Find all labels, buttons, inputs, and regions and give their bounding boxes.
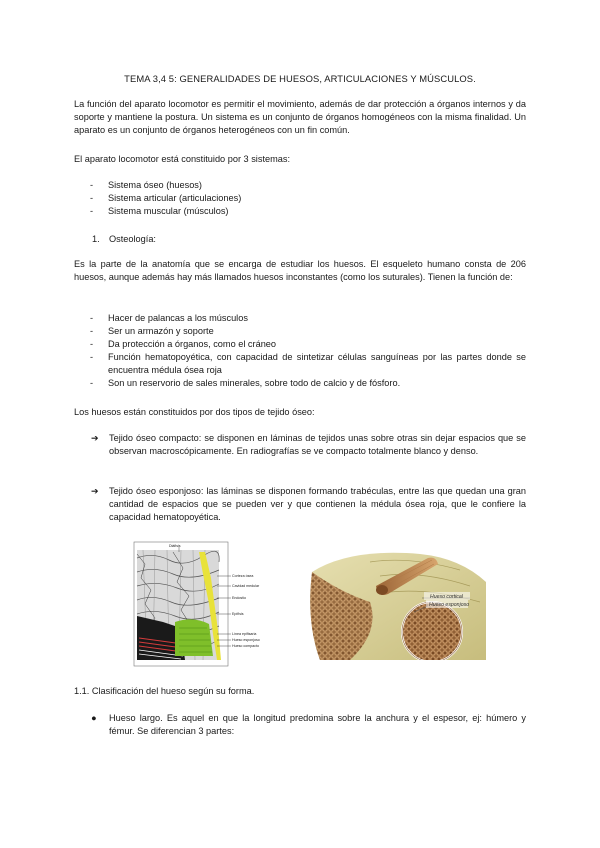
figure-label: Cavidad medular [232,584,260,588]
figure-label: Hueso esponjoso [429,602,470,608]
systems-list [90,179,526,218]
bone-type-item: ● Hueso largo. Es aquel en que la longitud predomina sobre la anchura y el espesor, ej: húmero y fémur. Se diferencian 3 partes: [91,713,526,736]
figure-top-label: Diáfisis [169,544,181,548]
figure-label: Hueso compacto [232,644,259,648]
figure-label: Corteza ósea [232,574,254,578]
figure-label: Hueso cortical [430,594,463,600]
list-item: - Sistema óseo (huesos) [90,180,202,190]
list-item: - Función hematopoyética, con capacidad de sintetizar células sanguíneas por las partes donde se encuentra médula ósea roja [90,352,526,375]
intro-paragraph: La función del aparato locomotor es permitir el movimiento, además de dar protección a órganos internos y da soporte y mantiene la postura. Un sistema es un conjunto de órganos homogéneos con la misma finalidad. Un aparato es un conjunto de órganos heterogéneos con un fin común. [74,99,526,135]
tissue-compact-item: ➔ Tejido óseo compacto: se disponen en láminas de tejidos unas sobre otras sin dejar espacios que se observan macroscópicamente. En radiografías se ve compacto totalmente blanco y denso. [91,433,526,456]
bone-section-diagram [133,538,267,668]
list-item: - Sistema articular (articulaciones) [90,193,242,203]
tissue-spongy-item: ➔ Tejido óseo esponjoso: las láminas se disponen formando trabéculas, entre las que quedan una gran cantidad de espacios que se pueden ver y que contienen la médula ósea roja, que le confiere la capacidad hematopoyética. [91,486,526,522]
list-item: - Son un reservorio de sales minerales, sobre todo de calcio y de fósforo. [90,378,401,388]
bone-3d-illustration [310,542,488,660]
systems-intro: El aparato locomotor está constituido por 3 sistemas: [74,154,291,164]
list-item: - Ser un armazón y soporte [90,326,214,336]
figure-label: Hueso esponjoso [232,638,260,642]
arrow-icon: ➔ [91,486,99,496]
bullet-icon: ● [91,713,97,723]
list-item: - Hacer de palancas a los músculos [90,313,248,323]
figure-label: Epífisis [232,612,244,616]
list-item: - Da protección a órganos, como el cráneo [90,339,277,349]
subsection-heading: 1.1. Clasificación del hueso según su forma. [74,686,255,696]
arrow-icon: ➔ [91,433,99,443]
tissue-intro: Los huesos están constituidos por dos tipos de tejido óseo: [74,407,315,417]
document-title: TEMA 3,4 5: GENERALIDADES DE HUESOS, ARTICULACIONES Y MÚSCULOS. [124,73,476,84]
functions-list [90,312,526,390]
list-item: - Sistema muscular (músculos) [90,206,229,216]
figure-label: Línea epifisaria [232,632,257,636]
figure-label: Endostio [232,596,246,600]
osteology-paragraph: Es la parte de la anatomía que se encarga de estudiar los huesos. El esqueleto humano consta de 206 huesos, aunque además hay más llamados huesos inconstantes (como los suturales). Tienen la función de: [74,259,526,282]
section-heading-osteologia: 1. Osteología: [92,234,156,244]
